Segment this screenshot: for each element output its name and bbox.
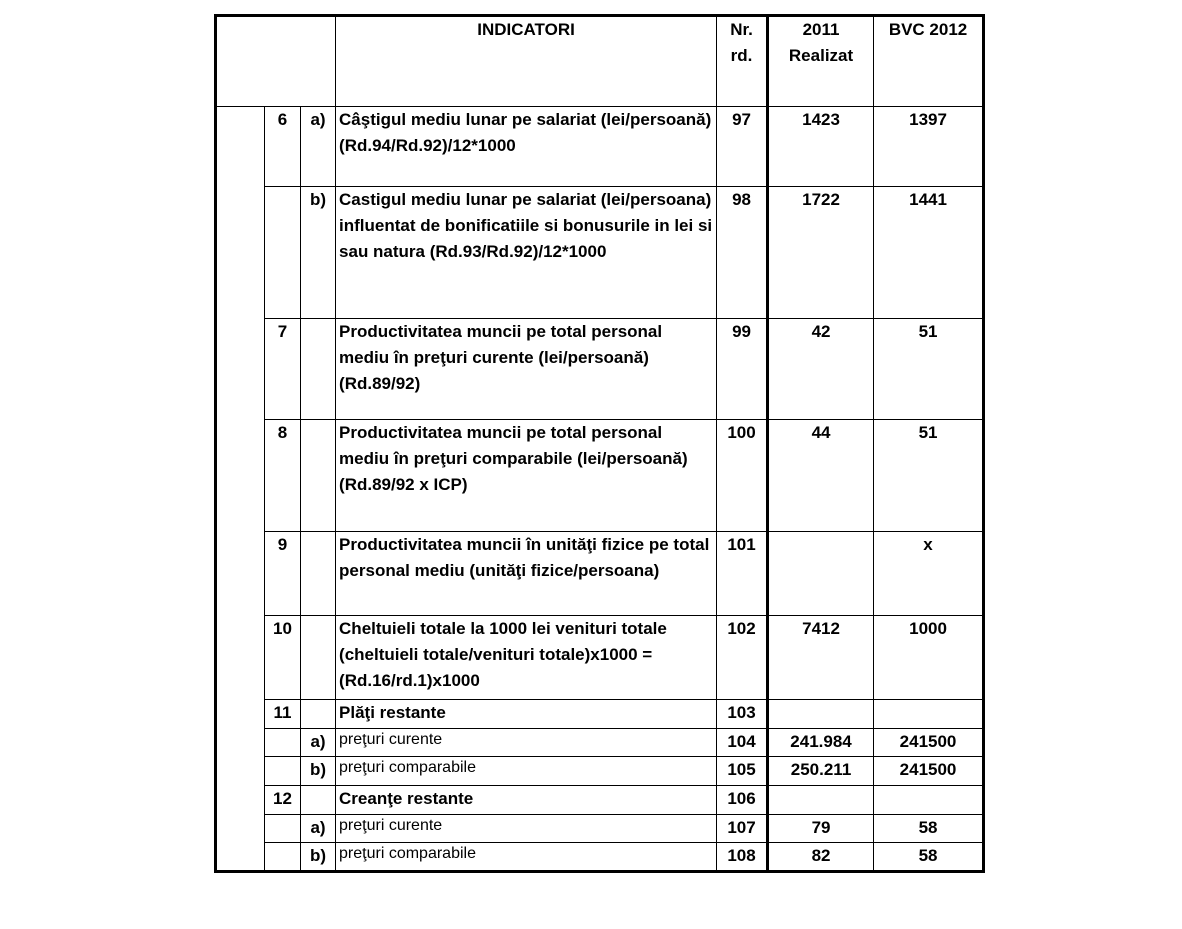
row-sub	[301, 532, 336, 616]
table-row	[216, 107, 984, 187]
row-sub	[301, 786, 336, 815]
table-row	[216, 786, 984, 815]
row-number: 9	[265, 532, 301, 616]
row-nr: 108	[717, 843, 768, 872]
row-number: 12	[265, 786, 301, 815]
table-row	[216, 319, 984, 420]
row-number	[265, 815, 301, 843]
row-indicator: preţuri comparabile	[336, 757, 717, 786]
row-nr: 101	[717, 532, 768, 616]
row-bvc	[874, 700, 984, 729]
row-sub: a)	[301, 107, 336, 187]
row-realizat: 82	[768, 843, 874, 872]
row-indicator: preţuri curente	[336, 729, 717, 757]
row-nr: 103	[717, 700, 768, 729]
row-number: 10	[265, 616, 301, 700]
table-row	[216, 187, 984, 319]
row-realizat	[768, 532, 874, 616]
row-number	[265, 187, 301, 319]
row-realizat: 79	[768, 815, 874, 843]
header-nr-line1: Nr.	[730, 20, 753, 39]
row-indicator: Productivitatea muncii în unităţi fizice pe total personal mediu (unităţi fizice/persoana)	[336, 532, 717, 616]
row-nr: 106	[717, 786, 768, 815]
row-bvc: 58	[874, 815, 984, 843]
row-indicator: Castigul mediu lunar pe salariat (lei/persoana) influentat de bonificatiile si bonusurile in lei si sau natura (Rd.93/Rd.92)/12*1000	[336, 187, 717, 319]
row-sub: a)	[301, 815, 336, 843]
row-realizat	[768, 786, 874, 815]
row-indicator: Creanţe restante	[336, 786, 717, 815]
header-realizat-line1: 2011	[802, 20, 840, 39]
row-nr: 104	[717, 729, 768, 757]
row-indicator: Câştigul mediu lunar pe salariat (lei/persoană) (Rd.94/Rd.92)/12*1000	[336, 107, 717, 187]
row-bvc: 1441	[874, 187, 984, 319]
row-bvc: x	[874, 532, 984, 616]
row-sub	[301, 616, 336, 700]
row-sub	[301, 420, 336, 532]
table-row	[216, 757, 984, 786]
table-row	[216, 815, 984, 843]
row-realizat: 1722	[768, 187, 874, 319]
indicators-table	[214, 14, 985, 873]
row-nr: 98	[717, 187, 768, 319]
row-number	[265, 843, 301, 872]
row-number	[265, 729, 301, 757]
row-nr: 99	[717, 319, 768, 420]
header-blank-cell	[216, 16, 336, 107]
row-nr: 97	[717, 107, 768, 187]
row-nr: 107	[717, 815, 768, 843]
row-realizat: 250.211	[768, 757, 874, 786]
row-sub: b)	[301, 843, 336, 872]
row-bvc: 51	[874, 420, 984, 532]
row-number: 6	[265, 107, 301, 187]
row-bvc: 1000	[874, 616, 984, 700]
row-number: 8	[265, 420, 301, 532]
row-realizat	[768, 700, 874, 729]
row-indicator: Plăţi restante	[336, 700, 717, 729]
row-sub	[301, 700, 336, 729]
header-bvc: BVC 2012	[874, 16, 984, 107]
row-sub: a)	[301, 729, 336, 757]
header-indicatori: INDICATORI	[336, 16, 717, 107]
table-row	[216, 616, 984, 700]
row-bvc	[874, 786, 984, 815]
row-sub	[301, 319, 336, 420]
row-realizat: 1423	[768, 107, 874, 187]
table-row	[216, 420, 984, 532]
row-bvc: 1397	[874, 107, 984, 187]
table-row	[216, 700, 984, 729]
header-nr-rd	[717, 16, 768, 107]
row-sub: b)	[301, 187, 336, 319]
row-nr: 100	[717, 420, 768, 532]
left-margin-cell	[216, 107, 265, 872]
header-row	[216, 16, 984, 107]
row-indicator: Productivitatea muncii pe total personal mediu în preţuri comparabile (lei/persoană)(Rd.89/92 x ICP)	[336, 420, 717, 532]
table-row	[216, 729, 984, 757]
row-sub: b)	[301, 757, 336, 786]
table-row	[216, 843, 984, 872]
row-bvc: 241500	[874, 757, 984, 786]
row-realizat: 44	[768, 420, 874, 532]
row-realizat: 42	[768, 319, 874, 420]
row-realizat: 241.984	[768, 729, 874, 757]
row-indicator: preţuri curente	[336, 815, 717, 843]
header-realizat-line2: Realizat	[788, 46, 854, 65]
row-indicator: preţuri comparabile	[336, 843, 717, 872]
row-number: 11	[265, 700, 301, 729]
row-realizat: 7412	[768, 616, 874, 700]
header-realizat	[768, 16, 874, 107]
row-nr: 105	[717, 757, 768, 786]
header-nr-line2: rd.	[730, 46, 753, 65]
row-bvc: 51	[874, 319, 984, 420]
row-bvc: 241500	[874, 729, 984, 757]
row-indicator: Productivitatea muncii pe total personal mediu în preţuri curente (lei/persoană)(Rd.89/92)	[336, 319, 717, 420]
table-row	[216, 532, 984, 616]
row-bvc: 58	[874, 843, 984, 872]
row-number	[265, 757, 301, 786]
row-number: 7	[265, 319, 301, 420]
row-nr: 102	[717, 616, 768, 700]
row-indicator: Cheltuieli totale la 1000 lei venituri totale (cheltuieli totale/venituri totale)x1000 =(Rd.16/rd.1)x1000	[336, 616, 717, 700]
